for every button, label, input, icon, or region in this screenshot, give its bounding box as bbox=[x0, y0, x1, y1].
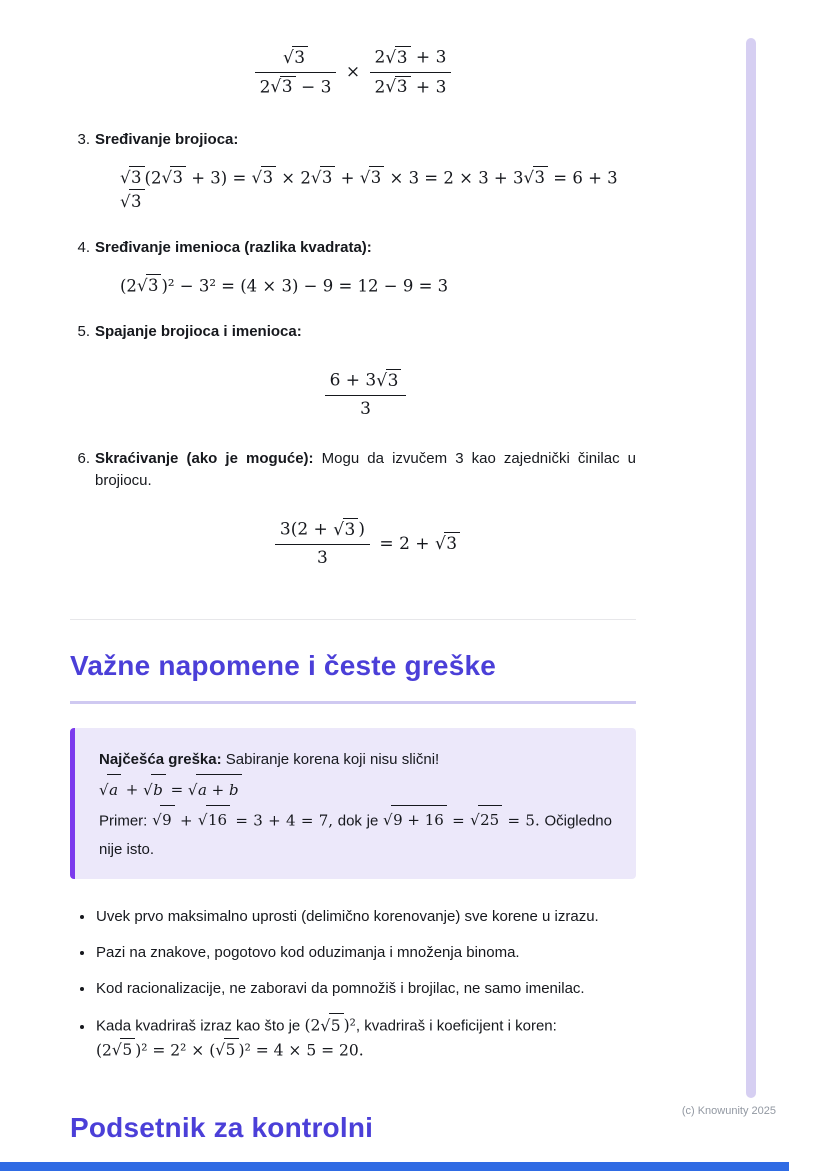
step-title bbox=[95, 321, 636, 343]
step-number: 5. bbox=[77, 323, 90, 340]
step-equation: $\frac{6 + 3 √ 3}{3}$ bbox=[95, 369, 636, 420]
step-body bbox=[95, 321, 636, 430]
step-item bbox=[70, 321, 636, 430]
callout-title-rest: Sabiranje korena koji nisu slični! bbox=[221, 751, 440, 768]
footer-copyright: (c) Knowunity 2025 bbox=[681, 1105, 776, 1117]
note-item: • Kod racionalizacije, ne zaboravi da pomnožiš i brojilac, ne samo imenilac. bbox=[95, 977, 636, 1000]
step-body bbox=[95, 129, 636, 219]
step-number: 4. bbox=[77, 238, 90, 256]
callout-title: Najčešća greška: bbox=[99, 751, 222, 768]
note-item: • Kada kvadriraš izraz kao što je (2 √ 5 )², kvadriraš i koeficijent i koren: (2 √ 5 )² = 2² × ( √ 5 )² = 4 × 5 = 20. bbox=[95, 1013, 636, 1062]
step-body bbox=[95, 237, 636, 304]
step-equation: (2 √ 3 )² − 3² = (4 × 3) − 9 = 12 − 9 = 3 bbox=[95, 274, 636, 298]
step-text: Mogu da izvučem 3 kao zajednički činilac u brojiocu. bbox=[95, 450, 637, 489]
document-page bbox=[70, 0, 636, 1166]
step-body bbox=[95, 448, 636, 579]
step-title-bold: Skraćivanje (ako je moguće): bbox=[95, 450, 314, 467]
notes-list bbox=[70, 905, 636, 1062]
step-equation: √ 3 (2 √ 3 + 3) = √ 3 × 2 √ 3 + √ 3 × 3 = 2 × 3 + 3 √ 3 = 6 + 3√ 3 bbox=[95, 166, 636, 213]
step-title-bold: Sređivanje brojioca: bbox=[95, 130, 239, 148]
section-divider bbox=[70, 619, 636, 620]
bottom-page-edge bbox=[0, 1162, 789, 1171]
scrollbar-thumb[interactable] bbox=[746, 38, 756, 1098]
step-number: 3. bbox=[77, 130, 90, 148]
step-title bbox=[95, 237, 636, 259]
step-item bbox=[70, 448, 636, 579]
step-title-bold: Sređivanje imenioca (razlika kvadrata): bbox=[95, 238, 372, 256]
section-heading-reminder: Podsetnik za kontrolni bbox=[70, 1112, 636, 1166]
step-equation: $\frac{3(2 + √ 3 )}{3}$ = 2 + √ 3 bbox=[95, 518, 636, 569]
rationalization-equation: √ $\frac{3}{2 √ 3 - 3}$ × $\frac{2 √ 3 + 3}{2 √ 3 + 3}$ bbox=[70, 46, 636, 99]
warning-callout bbox=[70, 728, 636, 879]
step-title bbox=[95, 448, 636, 492]
callout-formula: √ a + √ b = √ a + b bbox=[99, 774, 612, 805]
step-item bbox=[70, 129, 636, 219]
note-item: • Uvek prvo maksimalno uprosti (delimično korenovanje) sve korene u izrazu. bbox=[95, 905, 636, 928]
step-title-bold: Spajanje brojioca i imenioca: bbox=[95, 323, 302, 340]
steps-list bbox=[70, 129, 636, 580]
step-title bbox=[95, 129, 636, 151]
note-item: • Pazi na znakove, pogotovo kod oduzimanja i množenja binoma. bbox=[95, 941, 636, 964]
step-number: 6. bbox=[77, 450, 90, 467]
step-item bbox=[70, 237, 636, 304]
section-heading-notes: Važne napomene i česte greške bbox=[70, 650, 636, 704]
callout-title-line bbox=[99, 745, 612, 774]
callout-example: Primer: √ 9 + √ 16 = 3 + 4 = 7, dok je √ 9 + 16 = √ 25 = 5. Očigledno nije isto. bbox=[99, 805, 612, 865]
